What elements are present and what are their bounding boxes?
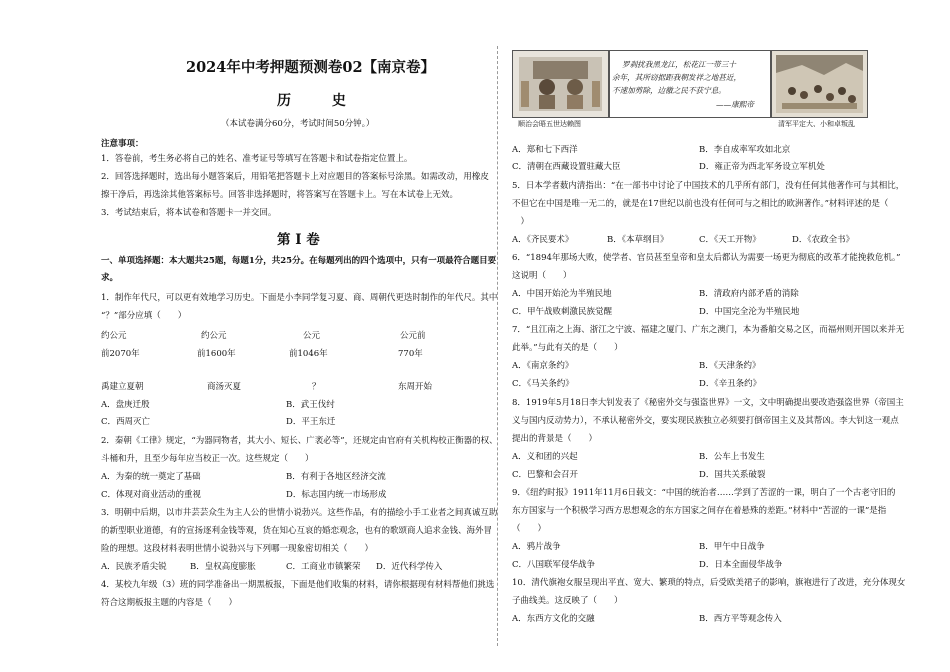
quote-line: 余年，其所窃据距我朝发祥之地甚近， <box>612 73 742 82</box>
answer-option: A．东西方文化的交融 <box>512 614 595 624</box>
question-text: 的新型职业道德，有的宣扬逐利金钱等观，货在知心互哀的婚恋观念，也有的歌颂商人追求金钱、海外冒 <box>101 526 493 536</box>
answer-option: C．八国联军侵华战争 <box>512 560 596 570</box>
answer-option: D．《辛丑条约》 <box>699 379 762 389</box>
timeline-year: 前2070年 <box>101 349 140 359</box>
column-divider <box>497 46 498 646</box>
question-text: 5．日本学者薮内清指出：“在一部书中讨论了中国技术的几乎所有部门，没有任何其他著作可与其相比， <box>512 181 905 191</box>
timeline-label: 公元 <box>303 331 321 341</box>
answer-option: A．为秦的统一奠定了基础 <box>101 472 201 482</box>
question-text: 4．某校九年级（3）班的同学准备出一期黑板报，下面是他们收集的材料，请你根据现有材料帮他们挑选 <box>101 580 495 590</box>
question-text: 8．1919年5月18日李大钊发表了《秘密外交与强盗世界》一文，文中明确提出要改造强盗世界（帝国主 <box>512 398 904 408</box>
answer-option: C．巴黎和会召开 <box>512 470 579 480</box>
question-text: 义与国内反动势力），不承认秘密外交，要实现民族独立必须要打倒帝国主义及其帮凶。李大钊这一观点 <box>512 416 899 426</box>
painting-image <box>512 50 609 118</box>
answer-option: A．中国开始沦为半殖民地 <box>512 289 612 299</box>
section-instruction: 求。 <box>101 273 119 283</box>
timeline-year: 770年 <box>398 349 423 359</box>
question-text: 7．“且江南之上海、浙江之宁波、福建之厦门、广东之澳门，本为番舶交易之区，而福州则开国以来并无 <box>512 325 905 335</box>
quote-line: 罗刹扰我黑龙江，松花江一带三十 <box>622 60 736 69</box>
timeline-event: 商汤灭夏 <box>207 382 242 392</box>
timeline-event: ？ <box>312 382 321 392</box>
answer-option: D．雍正帝为西北军务设立军机处 <box>699 162 825 172</box>
question-text: 符合这期板报主题的内容是（ ） <box>101 598 238 608</box>
answer-option: A．民族矛盾尖锐 <box>101 562 167 572</box>
question-text: ） <box>512 217 530 227</box>
answer-option: C．体现对商业活动的重视 <box>101 490 202 500</box>
section-instruction: 一、单项选择题：本大题共25题，每题1分，共25分。在每题列出的四个选项中，只有一项最符合题目要 <box>101 256 497 266</box>
answer-option: C．《马关条约》 <box>512 379 574 389</box>
answer-option: D．《农政全书》 <box>792 235 855 245</box>
question-text: （ ） <box>512 524 547 534</box>
timeline-year: 前1046年 <box>289 349 328 359</box>
answer-option: A．鸦片战争 <box>512 542 561 552</box>
question-text: 东方国家与一个积极学习西方思想观念的东方国家之间存在着悬殊的差距。”材料中“苦涩的一课”是指 <box>512 506 887 516</box>
answer-option: D．日本全面侵华战争 <box>699 560 783 570</box>
timeline-label: 约公元 <box>201 331 227 341</box>
answer-option: D．平王东迁 <box>286 417 336 427</box>
answer-option: A．《齐民要术》 <box>512 235 574 245</box>
exam-info: （本试卷满分60分，考试时间50分钟。） <box>221 119 375 129</box>
answer-option: A．义和团的兴起 <box>512 452 578 462</box>
answer-option: B．《天津条约》 <box>699 361 761 371</box>
battle-illustration <box>772 51 867 117</box>
notice-item: 擦干净后，再选涂其他答案标号。回答非选择题时，将答案写在答题卡上。写在本试卷上无效。 <box>101 190 459 200</box>
answer-option: D．国共关系破裂 <box>699 470 766 480</box>
answer-option: B．李自成率军攻如北京 <box>699 145 791 155</box>
answer-option: B．西方平等观念传入 <box>699 614 782 624</box>
question-text: 2．秦朝《工律》规定，“为器同物者，其大小、短长、广袤必等”，还规定由官府有关机构校正衡器的权、 <box>101 436 498 446</box>
question-text: 6．“1894年那场大败，使学者、官员甚至皇帝和皇太后都认为需要一场更为彻底的改革才能挽救危机。” <box>512 253 901 263</box>
question-text: 1．制作年代尺，可以更有效地学习历史。下面是小李同学复习夏、商、周朝代更迭时制作的年代尺。其中 <box>101 293 498 303</box>
answer-option: D．中国完全沦为半殖民地 <box>699 307 800 317</box>
answer-option: A．郑和七下西洋 <box>512 145 578 155</box>
question-text: 9．《纽约时报》1911年11月6日载文：“中国的统治者……学到了苦涩的一课，明白了一个古老守旧的 <box>512 488 896 498</box>
answer-option: B．甲午中日战争 <box>699 542 765 552</box>
image-caption: 清军平定大、小和卓叛乱 <box>778 120 855 128</box>
question-text: 险的理想。这段材料表明世情小说勃兴与下列哪一现象密切相关（ ） <box>101 544 374 554</box>
answer-option: B．公车上书发生 <box>699 452 765 462</box>
notice-item: 3．考试结束后，将本试卷和答题卡一并交回。 <box>101 208 277 218</box>
quote-source: ——康熙帝 <box>716 100 754 109</box>
notice-item: 2．回答选择题时，选出每小题答案后，用铅笔把答题卡上对应题目的答案标号涂黑。如需改动，用橡皮 <box>101 172 489 182</box>
answer-option: B．有利于各地区经济交流 <box>286 472 386 482</box>
timeline-label: 约公元 <box>101 331 127 341</box>
notice-heading: 注意事项： <box>101 139 144 149</box>
timeline-event: 禹建立夏朝 <box>101 382 144 392</box>
answer-option: B．武王伐纣 <box>286 400 335 410</box>
subject-title: 历 史 <box>277 93 364 109</box>
answer-option: B．皇权高度膨胀 <box>190 562 256 572</box>
quote-line: 不速加剪除，边徼之民不获宁息。 <box>612 86 726 95</box>
question-text: 斗桶和升，且至少每年应当校正一次。这些规定（ ） <box>101 454 314 464</box>
exam-title: 2024年中考押题预测卷02【南京卷】 <box>186 59 436 76</box>
question-text: 不但它在中国是唯一无二的，就是在17世纪以前也没有任何可与之相比的欧洲著作。”材料评述的是（ <box>512 199 889 209</box>
question-text: 10．清代旗袍女服呈现出平直、宽大、繁琐的特点，后受欧美裙子的影响，旗袍进行了改进，充分体现女 <box>512 578 906 588</box>
section-title: 第 I 卷 <box>277 232 320 248</box>
answer-option: C．《天工开物》 <box>699 235 761 245</box>
answer-option: B．《本草纲目》 <box>607 235 669 245</box>
battle-image <box>771 50 868 118</box>
question-text: 提出的背景是（ ） <box>512 434 598 444</box>
answer-option: B．清政府内部矛盾的消除 <box>699 289 799 299</box>
answer-option: C．西周灭亡 <box>101 417 151 427</box>
notice-item: 1．答卷前，考生务必将自己的姓名、准考证号等填写在答题卡和试卷指定位置上。 <box>101 154 413 164</box>
answer-option: D．近代科学传入 <box>376 562 443 572</box>
question-text: 子曲线美。这反映了（ ） <box>512 596 623 606</box>
question-text: 3．明朝中后期，以市井芸芸众生为主人公的世情小说勃兴。这些作品，有的描绘小手工业者之间真诚互助 <box>101 508 498 518</box>
answer-option: A．盘庚迁殷 <box>101 400 150 410</box>
answer-option: C．工商业市镇繁荣 <box>286 562 361 572</box>
timeline-year: 前1600年 <box>197 349 236 359</box>
question-text: 此举。”与此有关的是（ ） <box>512 343 623 353</box>
timeline-label: 公元前 <box>400 331 426 341</box>
answer-option: C．甲午战败刺激民族觉醒 <box>512 307 613 317</box>
question-text: “？”部分应填（ ） <box>101 311 187 321</box>
question-text: 这说明（ ） <box>512 271 572 281</box>
answer-option: A．《南京条约》 <box>512 361 574 371</box>
answer-option: C．清朝在西藏设置驻藏大臣 <box>512 162 621 172</box>
painting-illustration <box>513 51 608 117</box>
image-caption: 顺治会晤五世达赖图 <box>518 120 581 128</box>
answer-option: D．标志国内统一市场形成 <box>286 490 387 500</box>
timeline-event: 东周开始 <box>398 382 433 392</box>
